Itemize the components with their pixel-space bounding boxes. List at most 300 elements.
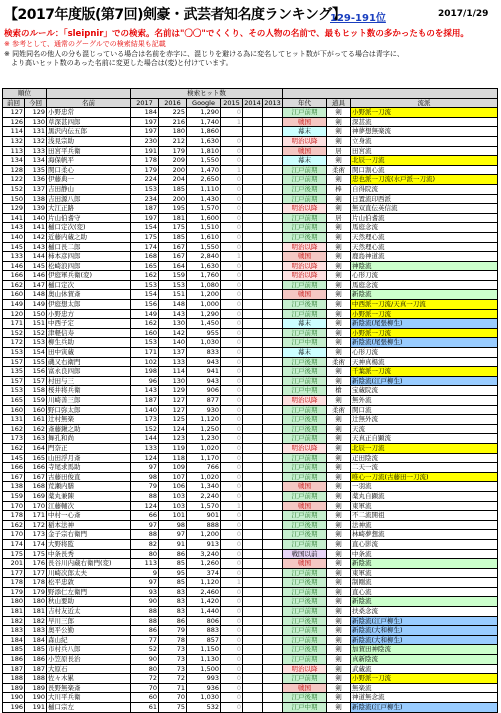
table-cell-style: 深甚流 bbox=[351, 117, 498, 127]
date-label: 2017/1/29 bbox=[438, 9, 489, 19]
table-cell-tool: 剣 bbox=[327, 223, 351, 233]
table-cell-style: 天真正自顕流 bbox=[351, 434, 498, 444]
table-cell-hits-2014 bbox=[243, 693, 263, 703]
table-cell-hits-2013 bbox=[263, 213, 283, 223]
table-cell-style: 小野派一刀流 bbox=[351, 309, 498, 319]
table-cell-hits-2014 bbox=[243, 223, 263, 233]
table-cell-hits-2013 bbox=[263, 453, 283, 463]
table-cell-era: 江戸中期 bbox=[283, 386, 327, 396]
table-cell-era: 江戸後期 bbox=[283, 530, 327, 540]
table-cell-rank: 180 bbox=[25, 597, 47, 607]
table-cell-hits-2014 bbox=[243, 482, 263, 492]
table-row bbox=[3, 443, 498, 453]
table-cell-hits-2016: 72 bbox=[159, 674, 187, 684]
table-cell-style: 神夢想無楽流 bbox=[351, 127, 498, 137]
column-header-row bbox=[3, 98, 498, 108]
table-cell-prev-rank: 146 bbox=[3, 261, 25, 271]
table-cell-hits-2014 bbox=[243, 117, 263, 127]
table-cell-hits-2016: 83 bbox=[159, 597, 187, 607]
table-cell-era: 江戸前期 bbox=[283, 175, 327, 185]
table-cell-hits-2014 bbox=[243, 501, 263, 511]
table-cell-style: 扶桑念流 bbox=[351, 607, 498, 617]
table-cell-hits-2016: 200 bbox=[159, 165, 187, 175]
table-cell-era: 戦国以前 bbox=[283, 549, 327, 559]
table-cell-prev-rank: 149 bbox=[3, 300, 25, 310]
table-cell-prev-rank: 167 bbox=[3, 472, 25, 482]
table-cell-google: 936 bbox=[187, 683, 221, 693]
table-cell-prev-rank: 153 bbox=[3, 348, 25, 358]
table-cell-prev-rank: 129 bbox=[3, 204, 25, 214]
table-cell-hits-2017: 70 bbox=[131, 683, 159, 693]
table-cell-era: 江戸後期 bbox=[283, 415, 327, 425]
table-cell-hits-2015: 1 bbox=[221, 165, 243, 175]
table-cell-era: 幕末 bbox=[283, 348, 327, 358]
table-cell-hits-2013 bbox=[263, 300, 283, 310]
table-cell-hits-2015: 0 bbox=[221, 607, 243, 617]
table-cell-hits-2016: 142 bbox=[159, 328, 187, 338]
table-cell-google: 1,510 bbox=[187, 223, 221, 233]
table-cell-rank: 144 bbox=[25, 252, 47, 262]
table-cell-tool: 剣 bbox=[327, 530, 351, 540]
table-row bbox=[3, 530, 498, 540]
table-cell-hits-2014 bbox=[243, 108, 263, 118]
table-cell-prev-rank: 174 bbox=[3, 539, 25, 549]
table-cell-hits-2017: 197 bbox=[131, 213, 159, 223]
table-cell-prev-rank: 162 bbox=[3, 443, 25, 453]
table-cell-google: 930 bbox=[187, 405, 221, 415]
table-cell-style: 立身流 bbox=[351, 136, 498, 146]
table-cell-rank: 160 bbox=[25, 405, 47, 415]
table-cell-hits-2013 bbox=[263, 127, 283, 137]
table-cell-hits-2015: 0 bbox=[221, 645, 243, 655]
table-row bbox=[3, 655, 498, 665]
table-cell-rank: 131 bbox=[25, 127, 47, 137]
table-cell-hits-2015: 0 bbox=[221, 453, 243, 463]
table-cell-prev-rank: 171 bbox=[3, 319, 25, 329]
table-cell-prev-rank: 159 bbox=[3, 491, 25, 501]
table-cell-prev-rank: 189 bbox=[3, 683, 25, 693]
table-cell-name: 古藤田俊直 bbox=[47, 472, 131, 482]
table-cell-tool: 剣 bbox=[327, 309, 351, 319]
table-cell-hits-2014 bbox=[243, 568, 263, 578]
table-row bbox=[3, 453, 498, 463]
table-cell-hits-2016: 73 bbox=[159, 645, 187, 655]
table-cell-era: 江戸後期 bbox=[283, 357, 327, 367]
rank-range-link[interactable]: 129-191位 bbox=[330, 13, 386, 24]
table-cell-hits-2014 bbox=[243, 280, 263, 290]
table-cell-hits-2016: 85 bbox=[159, 578, 187, 588]
table-cell-hits-2016: 97 bbox=[159, 530, 187, 540]
table-cell-hits-2017: 93 bbox=[131, 587, 159, 597]
table-cell-name: 小野忠常 bbox=[47, 108, 131, 118]
table-cell-hits-2015: 0 bbox=[221, 223, 243, 233]
table-cell-rank: 145 bbox=[25, 261, 47, 271]
table-cell-hits-2016: 101 bbox=[159, 511, 187, 521]
note-variant: より高いヒット数のあった名前に変更した場合は(変)と付けています。 bbox=[4, 59, 233, 67]
table-row bbox=[3, 415, 498, 425]
table-cell-name: 薬丸兼陳 bbox=[47, 491, 131, 501]
search-rule: 検索のルール：「sleipnir」での検索。名前は"〇〇"でくくり、その人物の名前で、最もヒット数の多かったものを採用。 bbox=[4, 29, 469, 39]
table-cell-rank: 158 bbox=[25, 386, 47, 396]
table-cell-rank: 185 bbox=[25, 645, 47, 655]
table-cell-style: 関口割心流 bbox=[351, 165, 498, 175]
table-cell-hits-2017: 140 bbox=[131, 405, 159, 415]
table-cell-hits-2016: 159 bbox=[159, 271, 187, 281]
table-cell-google: 1,500 bbox=[187, 664, 221, 674]
table-cell-style: 天然理心流 bbox=[351, 242, 498, 252]
table-cell-hits-2015: 0 bbox=[221, 434, 243, 444]
table-cell-hits-2016: 185 bbox=[159, 184, 187, 194]
table-cell-hits-2015: 1 bbox=[221, 117, 243, 127]
table-row bbox=[3, 491, 498, 501]
table-cell-prev-rank: 185 bbox=[3, 645, 25, 655]
table-cell-hits-2013 bbox=[263, 635, 283, 645]
table-cell-prev-rank: 145 bbox=[3, 242, 25, 252]
table-cell-era: 江戸前期 bbox=[283, 376, 327, 386]
table-cell-era: 戦国 bbox=[283, 482, 327, 492]
table-row bbox=[3, 597, 498, 607]
table-cell-rank: 184 bbox=[25, 635, 47, 645]
table-cell-rank: 168 bbox=[25, 482, 47, 492]
table-cell-hits-2016: 85 bbox=[159, 559, 187, 569]
table-cell-hits-2015: 0 bbox=[221, 482, 243, 492]
table-cell-style: 新陰流 bbox=[351, 597, 498, 607]
table-cell-hits-2017: 184 bbox=[131, 108, 159, 118]
table-cell-hits-2015: 0 bbox=[221, 530, 243, 540]
table-cell-prev-rank: 140 bbox=[3, 232, 25, 242]
table-cell-hits-2017: 82 bbox=[131, 539, 159, 549]
table-cell-prev-rank: 162 bbox=[3, 424, 25, 434]
table-cell-rank: 139 bbox=[25, 204, 47, 214]
table-cell-hits-2017: 86 bbox=[131, 626, 159, 636]
table-cell-hits-2015: 0 bbox=[221, 194, 243, 204]
table-cell-hits-2016: 91 bbox=[159, 539, 187, 549]
table-row bbox=[3, 223, 498, 233]
table-cell-tool: 剣 bbox=[327, 597, 351, 607]
table-cell-hits-2013 bbox=[263, 280, 283, 290]
table-cell-rank: 169 bbox=[25, 491, 47, 501]
table-cell-hits-2014 bbox=[243, 338, 263, 348]
table-cell-prev-rank: 170 bbox=[3, 501, 25, 511]
table-cell-hits-2014 bbox=[243, 252, 263, 262]
table-cell-hits-2017: 97 bbox=[131, 463, 159, 473]
table-cell-tool: 剣 bbox=[327, 117, 351, 127]
table-cell-hits-2013 bbox=[263, 501, 283, 511]
table-cell-era: 江戸前期 bbox=[283, 223, 327, 233]
table-cell-era: 明治以降 bbox=[283, 664, 327, 674]
table-cell-hits-2013 bbox=[263, 386, 283, 396]
table-cell-rank: 147 bbox=[25, 280, 47, 290]
table-cell-hits-2017: 162 bbox=[131, 271, 159, 281]
table-cell-hits-2014 bbox=[243, 232, 263, 242]
table-cell-hits-2013 bbox=[263, 664, 283, 674]
table-cell-rank: 142 bbox=[25, 232, 47, 242]
table-cell-google: 1,420 bbox=[187, 597, 221, 607]
table-cell-era: 江戸前期 bbox=[283, 655, 327, 665]
table-cell-hits-2016: 195 bbox=[159, 204, 187, 214]
table-cell-google: 941 bbox=[187, 367, 221, 377]
name-group-spacer bbox=[47, 89, 131, 99]
table-cell-rank: 182 bbox=[25, 616, 47, 626]
table-cell-tool: 剣 bbox=[327, 252, 351, 262]
table-cell-tool: 剣 bbox=[327, 108, 351, 118]
table-cell-style: 辻無外流 bbox=[351, 415, 498, 425]
table-cell-hits-2017: 90 bbox=[131, 655, 159, 665]
table-cell-google: 2,460 bbox=[187, 587, 221, 597]
table-cell-tool: 剣 bbox=[327, 290, 351, 300]
table-cell-prev-rank: 113 bbox=[3, 146, 25, 156]
table-cell-name: 大江正路 bbox=[47, 204, 131, 214]
table-cell-name: 樋口定次(変) bbox=[47, 223, 131, 233]
header bbox=[4, 4, 497, 24]
table-cell-prev-rank: 145 bbox=[3, 453, 25, 463]
table-row bbox=[3, 280, 498, 290]
table-cell-era: 江戸後期 bbox=[283, 616, 327, 626]
table-cell-style: 新陰流 bbox=[351, 290, 498, 300]
table-cell-hits-2013 bbox=[263, 424, 283, 434]
table-cell-hits-2013 bbox=[263, 616, 283, 626]
table-cell-hits-2013 bbox=[263, 252, 283, 262]
table-cell-google: 806 bbox=[187, 616, 221, 626]
table-cell-era: 江戸後期 bbox=[283, 693, 327, 703]
table-cell-hits-2016: 118 bbox=[159, 453, 187, 463]
table-cell-hits-2014 bbox=[243, 156, 263, 166]
table-cell-tool: 柔術 bbox=[327, 165, 351, 175]
table-cell-era: 江戸前期 bbox=[283, 434, 327, 444]
table-cell-google: 1,230 bbox=[187, 434, 221, 444]
table-row bbox=[3, 194, 498, 204]
table-cell-tool: 剣 bbox=[327, 424, 351, 434]
table-cell-tool: 剣 bbox=[327, 703, 351, 713]
table-cell-prev-rank: 196 bbox=[3, 703, 25, 713]
table-cell-hits-2016: 140 bbox=[159, 338, 187, 348]
table-cell-hits-2016: 95 bbox=[159, 568, 187, 578]
table-cell-style: 二天一流 bbox=[351, 463, 498, 473]
table-cell-hits-2016: 151 bbox=[159, 290, 187, 300]
table-cell-hits-2013 bbox=[263, 242, 283, 252]
table-cell-style: 千葉派一刀流 bbox=[351, 367, 498, 377]
table-cell-name: 田中寅蔵 bbox=[47, 348, 131, 358]
table-cell-era: 幕末 bbox=[283, 127, 327, 137]
table-cell-era: 江戸後期 bbox=[283, 520, 327, 530]
table-cell-google: 883 bbox=[187, 626, 221, 636]
table-cell-style: 小野派一刀流 bbox=[351, 328, 498, 338]
table-cell-hits-2016: 181 bbox=[159, 213, 187, 223]
table-cell-hits-2013 bbox=[263, 204, 283, 214]
table-cell-tool: 剣 bbox=[327, 175, 351, 185]
table-cell-name: 海保帆平 bbox=[47, 156, 131, 166]
table-cell-hits-2016: 127 bbox=[159, 405, 187, 415]
table-cell-name: 門奈正 bbox=[47, 443, 131, 453]
table-cell-prev-rank: 126 bbox=[3, 117, 25, 127]
table-cell-name: 片山伯耆守 bbox=[47, 213, 131, 223]
table-cell-tool: 剣 bbox=[327, 645, 351, 655]
table-cell-era: 江戸後期 bbox=[283, 367, 327, 377]
table-row bbox=[3, 607, 498, 617]
table-cell-era: 戦国 bbox=[283, 290, 327, 300]
table-cell-name: 吉田源八郎 bbox=[47, 194, 131, 204]
table-cell-tool: 剣 bbox=[327, 261, 351, 271]
table-cell-era: 江戸前期 bbox=[283, 491, 327, 501]
table-cell-rank: 191 bbox=[25, 703, 47, 713]
table-cell-style: 新陰流(大和柳生) bbox=[351, 626, 498, 636]
table-cell-name: 樋口宗左 bbox=[47, 703, 131, 713]
table-cell-hits-2016: 130 bbox=[159, 319, 187, 329]
table-cell-hits-2016: 86 bbox=[159, 549, 187, 559]
table-cell-tool: 棒 bbox=[327, 184, 351, 194]
table-cell-hits-2014 bbox=[243, 530, 263, 540]
table-cell-rank: 165 bbox=[25, 453, 47, 463]
table-cell-hits-2014 bbox=[243, 443, 263, 453]
table-cell-name: 田宮平兵衛 bbox=[47, 146, 131, 156]
table-cell-hits-2015: 0 bbox=[221, 568, 243, 578]
ranking-table bbox=[2, 88, 498, 713]
table-cell-name: 野添仁左衛門 bbox=[47, 587, 131, 597]
table-cell-hits-2014 bbox=[243, 300, 263, 310]
table-cell-google: 1,760 bbox=[187, 271, 221, 281]
table-cell-google: 901 bbox=[187, 511, 221, 521]
table-cell-google: 1,020 bbox=[187, 443, 221, 453]
table-cell-hits-2017: 174 bbox=[131, 242, 159, 252]
table-cell-google: 1,120 bbox=[187, 578, 221, 588]
table-cell-hits-2015: 0 bbox=[221, 491, 243, 501]
table-row bbox=[3, 175, 498, 185]
table-cell-hits-2015: 0 bbox=[221, 693, 243, 703]
table-cell-google: 943 bbox=[187, 376, 221, 386]
table-cell-hits-2017: 153 bbox=[131, 280, 159, 290]
table-cell-name: 伊庭想太郎 bbox=[47, 300, 131, 310]
table-cell-hits-2013 bbox=[263, 693, 283, 703]
table-cell-tool: 剣 bbox=[327, 338, 351, 348]
table-cell-hits-2014 bbox=[243, 511, 263, 521]
table-cell-era: 江戸中期 bbox=[283, 703, 327, 713]
table-cell-hits-2014 bbox=[243, 549, 263, 559]
table-cell-name: 伊藤典一 bbox=[47, 175, 131, 185]
table-row bbox=[3, 501, 498, 511]
table-row bbox=[3, 338, 498, 348]
table-row bbox=[3, 328, 498, 338]
table-cell-era: 江戸後期 bbox=[283, 597, 327, 607]
table-cell-hits-2013 bbox=[263, 261, 283, 271]
table-cell-tool: 剣 bbox=[327, 415, 351, 425]
table-cell-hits-2014 bbox=[243, 127, 263, 137]
table-cell-tool: 剣 bbox=[327, 635, 351, 645]
hits-group-header: 検索ヒット数 bbox=[131, 89, 283, 99]
table-cell-hits-2013 bbox=[263, 549, 283, 559]
table-cell-hits-2017: 224 bbox=[131, 175, 159, 185]
table-cell-google: 1,630 bbox=[187, 261, 221, 271]
table-cell-hits-2017: 77 bbox=[131, 635, 159, 645]
table-cell-style: 法神流 bbox=[351, 520, 498, 530]
table-cell-hits-2014 bbox=[243, 271, 263, 281]
column-header: 年代 bbox=[283, 98, 327, 108]
table-row bbox=[3, 319, 498, 329]
table-cell-rank: 179 bbox=[25, 587, 47, 597]
table-cell-google: 857 bbox=[187, 635, 221, 645]
table-cell-rank: 140 bbox=[25, 213, 47, 223]
table-cell-prev-rank: 179 bbox=[3, 587, 25, 597]
table-cell-era: 江戸前期 bbox=[283, 626, 327, 636]
table-cell-prev-rank: 157 bbox=[3, 376, 25, 386]
table-row bbox=[3, 626, 498, 636]
table-cell-rank: 151 bbox=[25, 319, 47, 329]
table-cell-style: 天神真楊流 bbox=[351, 357, 498, 367]
table-cell-name: 稲本法神 bbox=[47, 520, 131, 530]
table-cell-name: 舞孔和尚 bbox=[47, 434, 131, 444]
table-row bbox=[3, 290, 498, 300]
table-cell-prev-rank: 186 bbox=[3, 655, 25, 665]
table-cell-prev-rank: 160 bbox=[3, 405, 25, 415]
table-cell-style: 無楽流 bbox=[351, 683, 498, 693]
table-cell-hits-2013 bbox=[263, 376, 283, 386]
table-cell-era: 戦国 bbox=[283, 252, 327, 262]
table-cell-google: 1,630 bbox=[187, 136, 221, 146]
table-cell-rank: 141 bbox=[25, 223, 47, 233]
table-cell-name: 秋山要助 bbox=[47, 597, 131, 607]
table-cell-hits-2015: 0 bbox=[221, 549, 243, 559]
table-cell-hits-2017: 80 bbox=[131, 664, 159, 674]
table-cell-hits-2017: 97 bbox=[131, 520, 159, 530]
table-cell-style: 忠也派一刀流(水戸派一刀流) bbox=[351, 175, 498, 185]
table-cell-hits-2014 bbox=[243, 520, 263, 530]
table-cell-hits-2016: 179 bbox=[159, 146, 187, 156]
table-cell-hits-2015: 0 bbox=[221, 674, 243, 684]
table-cell-prev-rank: 138 bbox=[3, 482, 25, 492]
table-cell-style: 薬丸自顕流 bbox=[351, 491, 498, 501]
table-cell-style: 新陰流 bbox=[351, 559, 498, 569]
table-cell-hits-2016: 125 bbox=[159, 415, 187, 425]
table-cell-style: 中西派一刀流/天真一刀流 bbox=[351, 300, 498, 310]
table-cell-rank: 130 bbox=[25, 117, 47, 127]
table-cell-hits-2016: 185 bbox=[159, 232, 187, 242]
table-cell-google: 1,260 bbox=[187, 559, 221, 569]
table-cell-hits-2016: 153 bbox=[159, 280, 187, 290]
table-cell-hits-2015: 0 bbox=[221, 511, 243, 521]
table-cell-style: 制剛流 bbox=[351, 578, 498, 588]
table-cell-hits-2017: 144 bbox=[131, 434, 159, 444]
table-cell-tool: 剣 bbox=[327, 693, 351, 703]
table-cell-hits-2014 bbox=[243, 357, 263, 367]
table-cell-hits-2013 bbox=[263, 472, 283, 482]
table-cell-hits-2013 bbox=[263, 396, 283, 406]
table-row bbox=[3, 434, 498, 444]
table-cell-tool: 槍 bbox=[327, 386, 351, 396]
table-cell-hits-2013 bbox=[263, 232, 283, 242]
table-cell-name: 奥山休賀斎 bbox=[47, 290, 131, 300]
table-cell-rank: 134 bbox=[25, 156, 47, 166]
table-cell-rank: 152 bbox=[25, 328, 47, 338]
table-cell-hits-2015: 0 bbox=[221, 415, 243, 425]
table-cell-style: 鹿島神道流 bbox=[351, 252, 498, 262]
table-cell-prev-rank: 133 bbox=[3, 252, 25, 262]
table-cell-hits-2017: 124 bbox=[131, 453, 159, 463]
table-cell-tool: 剣 bbox=[327, 443, 351, 453]
column-header: 前回 bbox=[3, 98, 25, 108]
table-row bbox=[3, 559, 498, 569]
table-cell-hits-2016: 180 bbox=[159, 127, 187, 137]
table-cell-name: 大野将監 bbox=[47, 539, 131, 549]
table-cell-hits-2014 bbox=[243, 175, 263, 185]
table-cell-hits-2015: 0 bbox=[221, 232, 243, 242]
table-cell-hits-2015: 0 bbox=[221, 204, 243, 214]
table-row bbox=[3, 645, 498, 655]
table-cell-tool: 剣 bbox=[327, 396, 351, 406]
table-cell-google: 877 bbox=[187, 396, 221, 406]
table-cell-name: 大原石 bbox=[47, 664, 131, 674]
table-cell-hits-2016: 167 bbox=[159, 242, 187, 252]
table-cell-prev-rank: 134 bbox=[3, 156, 25, 166]
table-cell-hits-2013 bbox=[263, 645, 283, 655]
